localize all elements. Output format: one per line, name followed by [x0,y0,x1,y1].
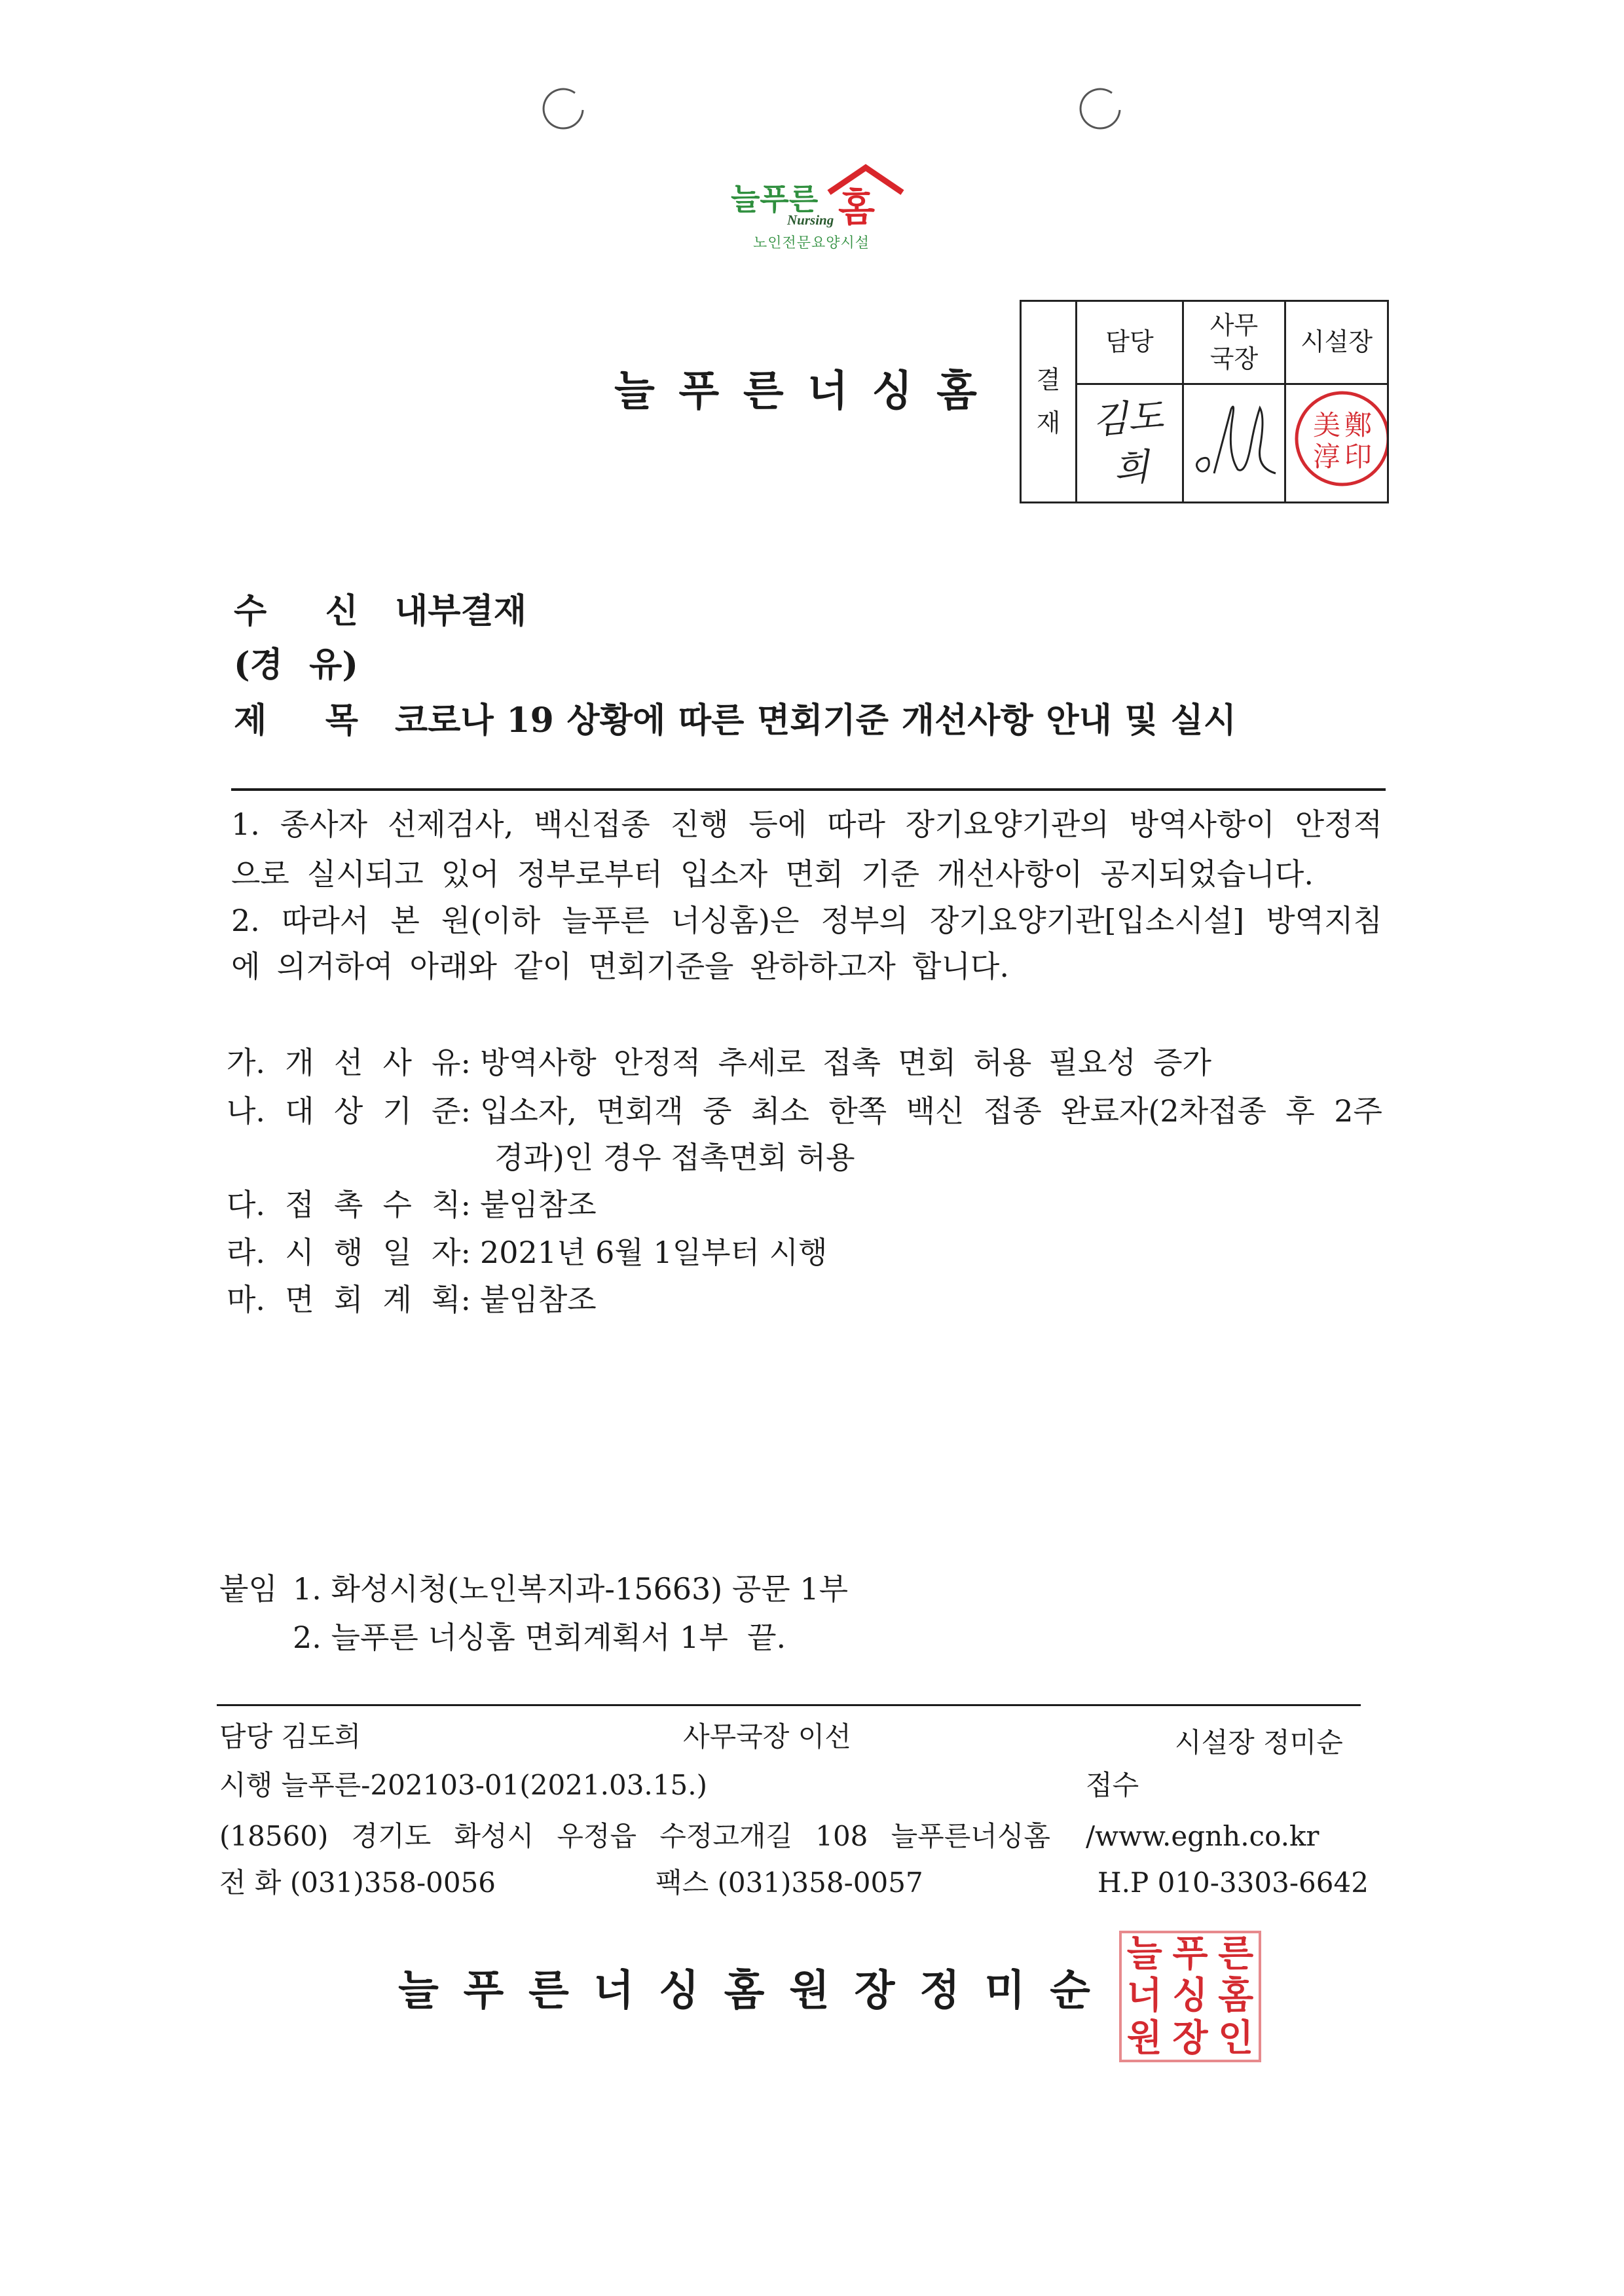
seal-char: 너 [1126,1975,1162,2018]
official-seal-stamp [1119,1931,1261,2062]
body-line: 2. 따라서 본 원(이하 늘푸른 너싱홈)은 정부의 장기요양기관[입소시설] 방역지침 [231,903,1382,938]
logo-brand-red: 홈 [838,185,876,230]
body-line: 에 의거하여 아래와 같이 면회기준을 완하하고자 합니다. [231,949,1009,984]
item-value: 붙임참조 [480,1282,597,1317]
seal-char: 늘 [1126,1933,1162,1975]
seal-char: 美 [1312,409,1341,441]
item-label: 나. 대 상 기 준: [227,1093,471,1129]
attachment-item: 2. 늘푸른 너싱홈 면회계획서 1부 끝. [293,1620,786,1655]
approval-staff-signature-cell [1077,384,1183,503]
seal-char: 淳 [1312,441,1341,473]
seal-char: 홈 [1218,1975,1254,2018]
staff-signature: 김도희 [1091,394,1165,490]
footer-website: /www.egnh.co.kr [1086,1820,1320,1852]
recipient-label: 수 신 [234,591,358,631]
approval-table [1020,300,1389,503]
seal-char: 싱 [1172,1975,1208,2018]
approval-office-signature-cell [1183,384,1285,503]
approval-director-seal-cell [1285,384,1388,503]
footer-mobile: H.P 010-3303-6642 [1098,1867,1369,1899]
approval-col-office [1183,301,1285,384]
attachment-item: 1. 화성시청(노인복지과-15663) 공문 1부 [293,1571,849,1607]
footer-office-manager: 사무국장 이선 [683,1721,851,1753]
header-divider [231,788,1386,791]
footer-divider [217,1704,1361,1706]
footer-director: 시설장 정미순 [1175,1726,1343,1758]
seal-char: 장 [1172,2016,1208,2060]
office-signature-scribble [1185,387,1283,492]
seal-char: 鄭 [1344,409,1373,441]
item-value: 붙임참조 [480,1187,597,1222]
item-label: 마. 면 회 계 획: [227,1282,471,1317]
logo-subtitle: 노인전문요양시설 [753,235,870,251]
body-line: 1. 종사자 선제검사, 백신접종 진행 등에 따라 장기요양기관의 방역사항이 안정적 [231,807,1382,842]
item-label: 라. 시 행 일 자: [227,1235,471,1270]
approval-side-label-top: 결 [1036,365,1061,395]
seal-char: 른 [1218,1933,1254,1975]
approval-side-label-bottom: 재 [1036,408,1061,437]
subject-value: 코로나 19 상황에 따른 면회기준 개선사항 안내 및 실시 [395,701,1236,740]
director-seal-stamp [1286,385,1387,493]
item-value: 입소자, 면회객 중 최소 한쪽 백신 접종 완료자(2차접종 후 2주 [480,1093,1382,1129]
seal-char: 원 [1126,2016,1162,2060]
approval-col-director: 시설장 [1285,301,1388,384]
logo-tagline: Nursing [787,212,834,228]
footer-receipt: 접수 [1086,1769,1139,1801]
punch-hole-right [1074,84,1126,136]
item-label: 다. 접 촉 수 칙: [227,1187,471,1222]
via-label: (경 유) [234,645,358,685]
recipient-value: 내부결재 [395,591,526,631]
approval-col-staff: 담당 [1077,301,1183,384]
attachment-label: 붙임 [219,1571,278,1607]
logo-brand-green: 늘푸른 [731,181,819,217]
director-signature-line: 늘 푸 른 너 싱 홈 원 장 정 미 순 [398,1967,1090,2015]
punch-hole-left [537,84,589,136]
footer-enforcement-number: 시행 늘푸른-202103-01(2021.03.15.) [219,1769,707,1801]
item-value: 방역사항 안정적 추세로 접촉 면회 허용 필요성 증가 [480,1045,1211,1080]
nursing-home-logo [727,164,917,262]
subject-label: 제 목 [234,701,358,740]
footer-staff: 담당 김도희 [219,1721,361,1753]
footer-address: (18560) 경기도 화성시 우정읍 수정고개길 108 늘푸른너싱홈 [219,1820,1050,1852]
seal-char: 푸 [1172,1933,1208,1975]
item-value: 2021년 6월 1일부터 시행 [480,1235,828,1270]
seal-char: 印 [1344,441,1373,473]
seal-char: 인 [1218,2016,1254,2060]
body-line: 으로 실시되고 있어 정부로부터 입소자 면회 기준 개선사항이 공지되었습니다. [231,856,1314,892]
approval-col-office-line1: 사무 [1209,310,1259,340]
approval-side-label [1021,301,1077,503]
footer-fax: 팩스 (031)358-0057 [655,1867,923,1899]
item-value-continuation: 경과)인 경우 접촉면회 허용 [494,1140,855,1175]
item-label: 가. 개 선 사 유: [227,1045,471,1080]
org-title: 늘 푸 른 너 싱 홈 [614,367,977,416]
approval-col-office-line2: 국장 [1209,344,1259,373]
footer-phone: 전 화 (031)358-0056 [219,1867,496,1899]
